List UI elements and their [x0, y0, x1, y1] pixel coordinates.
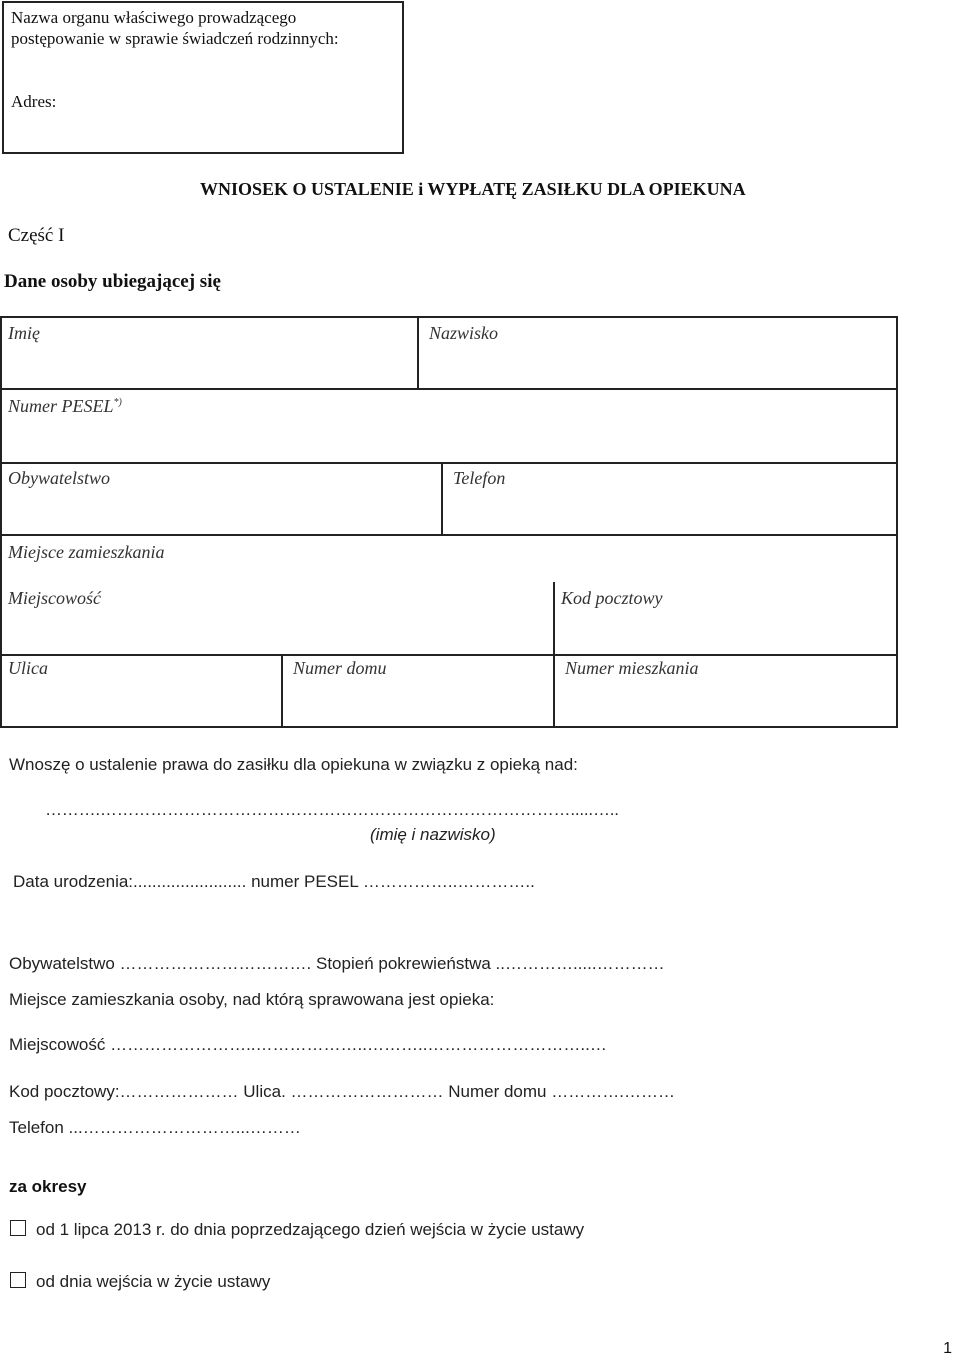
document-title: WNIOSEK O USTALENIE i WYPŁATĘ ZASIŁKU DLA OPIEKUNA [200, 179, 746, 199]
nazwisko-field[interactable] [419, 318, 896, 388]
period-option-1-label: od 1 lipca 2013 r. do dnia poprzedzającego dzień wejścia w życie ustawy [36, 1220, 585, 1239]
organ-label-line1: Nazwa organu właściwego prowadzącego [11, 8, 297, 27]
birth-date-pesel-line[interactable]: Data urodzenia:........................ numer PESEL ……………..………….. [13, 872, 535, 891]
section-heading: Dane osoby ubiegającej się [4, 271, 221, 292]
period-option-2[interactable] [10, 1272, 270, 1292]
page-number: 1 [943, 1340, 952, 1357]
cared-locality-line[interactable]: Miejscowość ……………………..………………..………..………………………..… [9, 1035, 607, 1054]
telefon-field[interactable] [443, 464, 896, 534]
period-heading: za okresy [9, 1177, 87, 1196]
period-option-2-label: od dnia wejścia w życie ustawy [36, 1272, 271, 1291]
numer-mieszkania-field[interactable] [555, 656, 896, 728]
miejscowosc-label: Miejscowość [8, 588, 101, 608]
ulica-label: Ulica [8, 658, 48, 678]
cared-residence-label: Miejsce zamieszkania osoby, nad którą sprawowana jest opieka: [9, 990, 495, 1009]
pesel-label-text: Numer PESEL [8, 396, 114, 416]
pesel-field[interactable] [0, 390, 896, 462]
telefon-label: Telefon [453, 468, 506, 488]
citizenship-kinship-line[interactable]: Obywatelstwo ……………………………. Stopień pokrewieństwa ..………….....………… [9, 954, 665, 973]
grid-divider [0, 318, 2, 728]
obywatelstwo-field[interactable] [0, 464, 441, 534]
numer-mieszkania-label: Numer mieszkania [565, 658, 699, 678]
period-option-1[interactable] [10, 1220, 584, 1240]
care-intro: Wnoszę o ustalenie prawa do zasiłku dla opiekuna w związku z opieką nad: [9, 755, 578, 774]
applicant-data-grid [0, 316, 898, 728]
checkbox-option-2[interactable] [10, 1272, 26, 1288]
numer-domu-field[interactable] [283, 656, 553, 728]
kod-pocztowy-field[interactable] [555, 580, 896, 654]
cared-person-name-field[interactable]: ……….………………………………………………………………………….....….. [45, 800, 619, 819]
kod-pocztowy-label: Kod pocztowy [561, 588, 663, 608]
part-label: Część I [8, 225, 65, 246]
imie-field[interactable] [0, 318, 417, 388]
miejsce-zamieszkania-label: Miejsce zamieszkania [8, 542, 165, 562]
obywatelstwo-label: Obywatelstwo [8, 468, 110, 488]
pesel-footnote-mark: *) [113, 397, 122, 408]
ulica-field[interactable] [0, 656, 281, 728]
cared-phone-line[interactable]: Telefon ...………………………...……… [9, 1118, 301, 1137]
organ-label-line2: postępowanie w sprawie świadczeń rodzinnych: [11, 29, 339, 48]
miejscowosc-field[interactable] [0, 580, 553, 654]
checkbox-option-1[interactable] [10, 1220, 26, 1236]
nazwisko-label: Nazwisko [429, 323, 499, 343]
grid-divider [0, 534, 896, 536]
pesel-label [8, 396, 122, 417]
adres-label: Adres: [11, 92, 57, 111]
organ-box[interactable] [2, 1, 404, 154]
cared-address-line[interactable]: Kod pocztowy:………………… Ulica. ……………………… Numer domu ………….……… [9, 1082, 675, 1101]
organ-label [11, 7, 339, 49]
name-caption: (imię i nazwisko) [370, 825, 496, 844]
numer-domu-label: Numer domu [293, 658, 387, 678]
imie-label: Imię [8, 323, 40, 343]
